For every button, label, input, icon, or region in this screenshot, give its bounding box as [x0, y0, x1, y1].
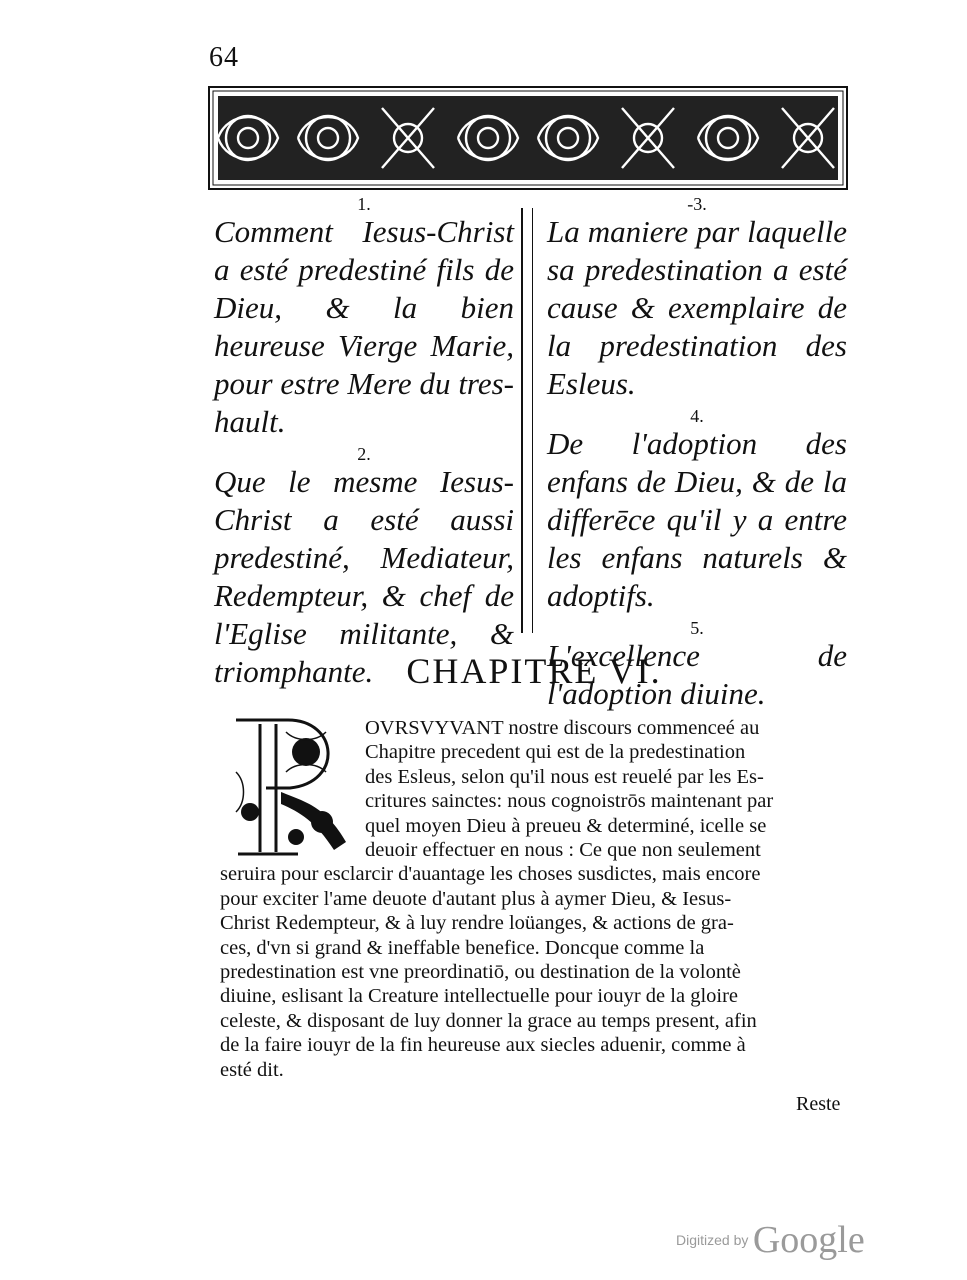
summary-number: -3.: [687, 194, 707, 214]
summary-number: 5.: [690, 618, 704, 638]
ornamental-header-band: [208, 86, 848, 190]
body-line: des Esleus, selon qu'il nous est reuelé par les Es-: [365, 765, 764, 788]
body-line: Chapitre precedent qui est de la predestination: [365, 741, 746, 764]
summary-number: 1.: [357, 194, 371, 214]
summary-entry: Que le mesme Iesus-Christ a esté aussi predestiné, Mediateur, Redempteur, & chef de l'Eglise militante, & triomphante.: [214, 464, 514, 689]
summary-entry: Comment Iesus-Christ a esté predestiné fils de Dieu, & la bien heureuse Vierge Marie, pour estre Mere du tres-hault.: [214, 214, 514, 439]
body-line: ces, d'vn si grand & ineffable benefice. Doncque comme la: [220, 936, 705, 959]
summary-right-column: [547, 195, 847, 717]
summary-number: 4.: [690, 406, 704, 426]
watermark-brand: Google: [752, 1219, 865, 1261]
summary-number: 2.: [357, 444, 371, 464]
chapter-body: [220, 716, 852, 1082]
summary-entry: L'excellence de l'adoption diuine.: [547, 638, 847, 711]
body-line: OVRSVYVANT nostre discours commenceé au: [365, 717, 760, 739]
body-line: de la faire iouyr de la fin heureuse aux siecles aduenir, comme à: [220, 1034, 746, 1057]
page-number: 64: [209, 42, 239, 73]
summary-entry: De l'adoption des enfans de Dieu, & de la differēce qu'il y a entre les enfans naturels & adoptifs.: [547, 426, 847, 613]
body-line: Christ Redempteur, & à luy rendre loüanges, & actions de gra-: [220, 912, 734, 935]
digitized-watermark: [676, 1218, 865, 1262]
catchword: Reste: [796, 1093, 841, 1115]
chapter-title: CHAPITRE VI.: [406, 651, 662, 691]
body-line: pour exciter l'ame deuote d'autant plus à aymer Dieu, & Iesus-: [220, 887, 732, 910]
column-divider: [521, 208, 523, 633]
body-line: deuoir effectuer en nous : Ce que non seulement: [365, 839, 761, 862]
body-line: quel moyen Dieu à preueu & determiné, icelle se: [365, 814, 767, 837]
summary-entry: La maniere par laquelle sa predestination a esté cause & exemplaire de la predestination des Esleus.: [547, 214, 847, 401]
body-line: critures sainctes: nous cognoistrōs maintenant par: [365, 790, 774, 813]
column-divider-inner: [532, 208, 533, 633]
body-line: predestination est vne preordinatiō, ou destination de la volontè: [220, 961, 741, 984]
body-line: seruira pour esclarcir d'auantage les choses susdictes, mais encore: [220, 863, 761, 886]
watermark-prefix: Digitized by: [676, 1232, 749, 1248]
summary-left-column: [214, 195, 514, 695]
body-line: celeste, & disposant de luy donner la grace au temps present, afin: [220, 1009, 757, 1032]
body-line: esté dit.: [220, 1058, 284, 1081]
body-line: diuine, eslisant la Creature intellectuelle pour iouyr de la gloire: [220, 985, 739, 1008]
